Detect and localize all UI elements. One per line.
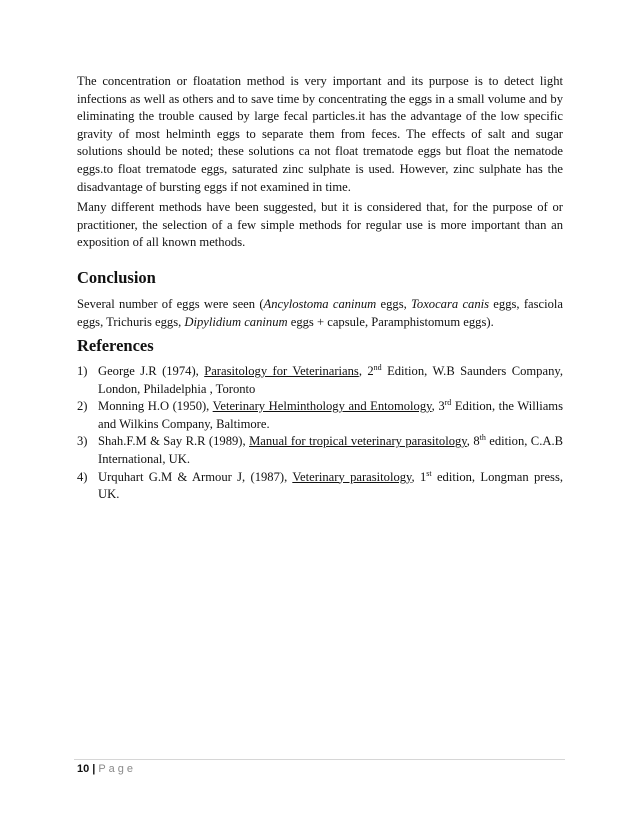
reference-ordinal: st <box>426 468 432 478</box>
reference-number: 2) <box>77 399 88 414</box>
species-dipylidium: Dipylidium caninum <box>184 314 288 329</box>
reference-edition: , 1 <box>411 469 427 484</box>
reference-publisher: edition, Longman press, UK. <box>98 469 563 502</box>
reference-publisher: Edition, W.B Saunders Company, London, Philadelphia , Toronto <box>98 364 563 396</box>
reference-publisher: Edition, the Williams and Wilkins Company, Baltimore. <box>98 399 563 431</box>
reference-ordinal: th <box>479 433 486 443</box>
reference-title: Veterinary parasitology <box>292 469 412 484</box>
reference-authors: Urquhart G.M & Armour J, (1987), <box>98 469 293 484</box>
reference-item-1 <box>77 363 563 398</box>
reference-edition: , 2 <box>358 364 374 378</box>
reference-item-3 <box>77 433 563 468</box>
page-footer <box>77 763 136 775</box>
references-heading: References <box>77 336 154 355</box>
reference-number: 1) <box>77 364 88 378</box>
reference-edition: , 8 <box>466 434 480 449</box>
conclusion-text-1: Several number of eggs were seen ( <box>77 297 264 311</box>
conclusion-text-3: eggs, fasciola eggs, Trichuris eggs, <box>77 297 563 329</box>
reference-edition: , 3 <box>431 399 445 414</box>
reference-title: Manual for tropical veterinary parasitology <box>249 434 467 449</box>
reference-item-4 <box>77 469 563 504</box>
conclusion-paragraph <box>77 296 563 331</box>
reference-authors: George J.R (1974), <box>98 364 205 378</box>
reference-authors: Shah.F.M & Say R.R (1989), <box>98 434 250 449</box>
reference-ordinal: rd <box>444 398 452 407</box>
body-paragraph-1: The concentration or floatation method is very important and its purpose is to detect light infections as well as others and to save time by concentrating the eggs in a small volume and by eliminating the trouble caused by large fecal particles.it has the advantage of the low specific gravity of most helminth eggs to separate them from feces. The effects of salt and sugar solutions should be noted; these solutions ca not float trematode eggs but float the nematode eggs.to float trematode eggs, saturated zinc sulphate is used. However, zinc sulphate has the disadvantage of bursting eggs if not examined in time. <box>77 74 563 194</box>
page-label: Page <box>98 763 137 775</box>
footer-separator: | <box>92 763 96 775</box>
footer-divider <box>74 759 565 760</box>
conclusion-text-4: eggs + capsule, Paramphistomum eggs). <box>287 314 494 329</box>
reference-list <box>77 363 563 504</box>
reference-title: Veterinary Helminthology and Entomology <box>212 399 432 414</box>
page-number: 10 <box>77 763 90 775</box>
body-paragraph-2: Many different methods have been suggested, but it is considered that, for the purpose of or practitioner, the selection of a few simple methods for regular use is more important than an exposition of all known methods. <box>77 200 563 250</box>
reference-item-2 <box>77 398 563 433</box>
reference-publisher: edition, C.A.B International, UK. <box>98 434 563 466</box>
reference-title: Parasitology for Veterinarians <box>204 364 359 378</box>
conclusion-heading: Conclusion <box>77 268 156 287</box>
conclusion-text-2: eggs, <box>376 297 412 311</box>
species-ancylostoma: Ancylostoma caninum <box>263 297 377 311</box>
reference-authors: Monning H.O (1950), <box>98 399 213 414</box>
reference-number: 3) <box>77 434 88 449</box>
reference-ordinal: nd <box>373 362 382 372</box>
species-toxocara: Toxocara canis <box>411 297 490 311</box>
reference-number: 4) <box>77 469 88 484</box>
